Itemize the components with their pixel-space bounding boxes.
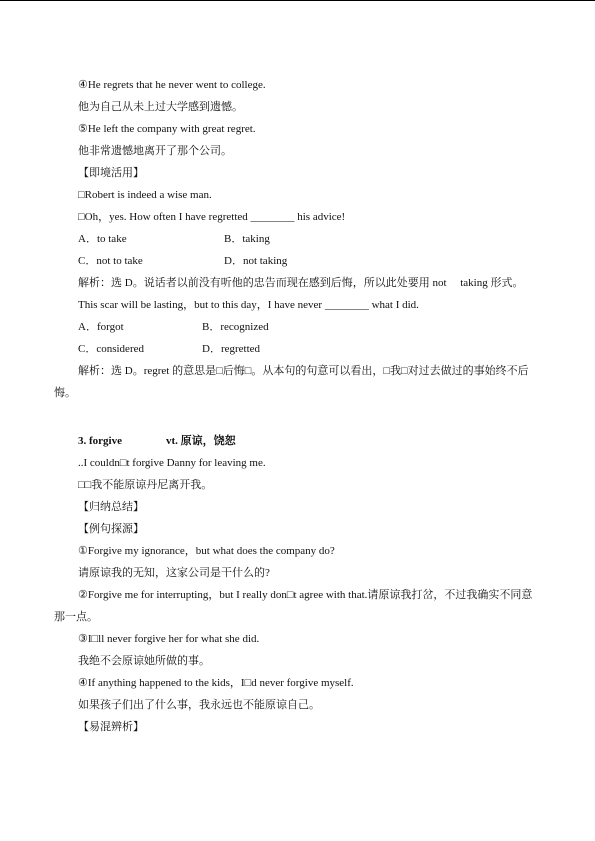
option-c: C．not to take bbox=[78, 255, 143, 267]
example-5-english: ⑤He left the company with great regret. bbox=[78, 123, 256, 135]
question-1-analysis: 解析：选 D。说话者以前没有听他的忠告而现在感到后悔，所以此处要用 not taking 形式。 bbox=[78, 277, 524, 289]
word-definition: vt. 原谅，饶恕 bbox=[165, 435, 236, 447]
example-4-english: ④He regrets that he never went to college. bbox=[78, 79, 266, 91]
forgive-example-1-english: ①Forgive my ignorance，but what does the company do? bbox=[78, 545, 335, 557]
forgive-example-3-chinese: 我绝不会原谅她所做的事。 bbox=[78, 655, 210, 667]
example-5-chinese: 他非常遗憾地离开了那个公司。 bbox=[78, 145, 232, 157]
option-b: B．taking bbox=[224, 233, 270, 245]
word-heading-forgive bbox=[54, 430, 542, 452]
forgive-example-2: ②Forgive me for interrupting，but I really don□t agree with that.请原谅我打岔，不过我确实不同意那一点。 bbox=[54, 589, 533, 623]
word-title: 3. forgive bbox=[78, 435, 122, 447]
option-c: C．considered bbox=[78, 343, 144, 355]
option-d: D．not taking bbox=[224, 255, 288, 267]
summary-heading: 【归纳总结】 bbox=[78, 501, 144, 513]
option-a: A．forgot bbox=[78, 321, 124, 333]
practice-heading: 【即境活用】 bbox=[78, 167, 144, 179]
confusion-heading: 【易混辨析】 bbox=[78, 721, 144, 733]
word-example-chinese: □□我不能原谅丹尼离开我。 bbox=[78, 479, 213, 491]
section-gap bbox=[54, 404, 542, 430]
word-example-english: ..I couldn□t forgive Danny for leaving me. bbox=[78, 457, 266, 469]
question-2-options-cd bbox=[54, 338, 542, 360]
question-2-analysis: 解析：选 D。regret 的意思是□后悔□。从本句的句意可以看出，□我□对过去做过的事始终不后悔。 bbox=[54, 365, 529, 399]
option-a: A．to take bbox=[78, 233, 127, 245]
question-2-stem: This scar will be lasting，but to this day，I have never ________ what I did. bbox=[78, 299, 419, 311]
question-1-dialog-a: □Robert is indeed a wise man. bbox=[78, 189, 212, 201]
forgive-example-4-chinese: 如果孩子们出了什么事，我永远也不能原谅自己。 bbox=[78, 699, 320, 711]
forgive-example-3-english: ③I□ll never forgive her for what she did. bbox=[78, 633, 260, 645]
example-4-chinese: 他为自己从未上过大学感到遗憾。 bbox=[78, 101, 243, 113]
forgive-example-4-english: ④If anything happened to the kids，I□d never forgive myself. bbox=[78, 677, 354, 689]
question-1-options-ab bbox=[54, 228, 542, 250]
option-b: B．recognized bbox=[202, 321, 269, 333]
option-d: D．regretted bbox=[202, 343, 261, 355]
document-body bbox=[54, 74, 542, 738]
question-1-dialog-b: □Oh，yes. How often I have regretted ________ his advice! bbox=[78, 211, 346, 223]
question-1-options-cd bbox=[54, 250, 542, 272]
question-2-options-ab bbox=[54, 316, 542, 338]
forgive-example-1-chinese: 请原谅我的无知，这家公司是干什么的? bbox=[78, 567, 270, 579]
page-top-rule bbox=[0, 0, 595, 1]
examples-heading: 【例句探源】 bbox=[78, 523, 144, 535]
